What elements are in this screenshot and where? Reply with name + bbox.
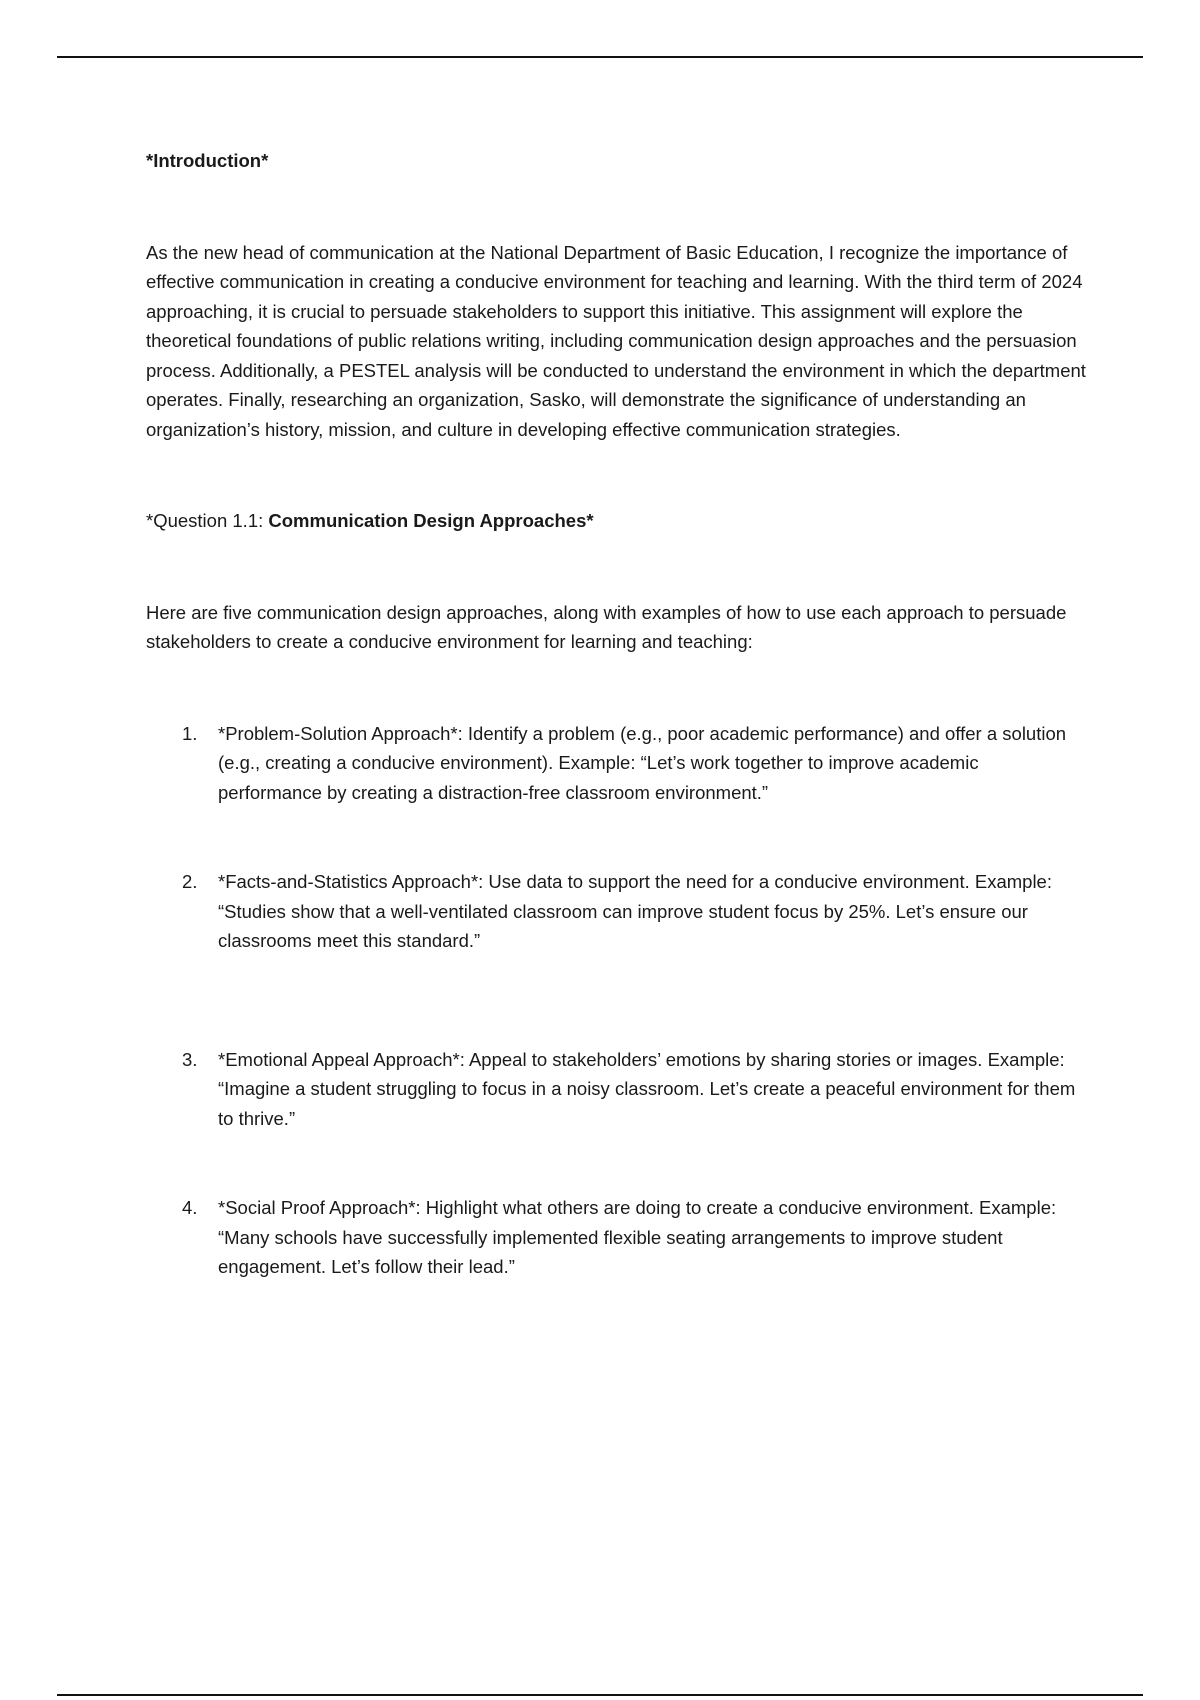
list-item-number: 4. [182,1197,198,1218]
list-item-number: 2. [182,871,198,892]
list-item-number: 1. [182,722,198,744]
list-item [146,867,1086,956]
intro-heading: *Introduction* [146,150,269,171]
approaches-list [146,719,1086,1282]
list-item-text: *Problem-Solution Approach*: Identify a problem (e.g., poor academic performance) and offer a solution (e.g., creating a conducive environment). Example: “Let’s work together to improve academic performance by creating a distraction-free classroom environment.” [218,722,1067,803]
question-lead-paragraph: Here are five communication design approaches, along with examples of how to use each approach to persuade stakeholders to create a conducive environment for learning and teaching: [146,601,1067,652]
list-item [146,1193,1086,1282]
footer-rule [57,1694,1143,1696]
document-body [146,146,1086,1282]
list-item [146,719,1086,808]
list-item-text: *Facts-and-Statistics Approach*: Use data to support the need for a conducive environment. Example: “Studies show that a well-ventilated classroom can improve student focus by 25%. Let’s ensure our classrooms meet this standard.” [218,871,1052,951]
list-item-number: 3. [182,1048,198,1070]
list-item [146,1045,1086,1134]
header-rule [57,56,1143,58]
question-title: Communication Design Approaches* [268,510,594,531]
list-item-text: *Social Proof Approach*: Highlight what others are doing to create a conducive environment. Example: “Many schools have successfully implemented flexible seating arrangements to improve student engagement. Let’s follow their lead.” [218,1197,1057,1277]
question-prefix: *Question 1.1: [146,510,269,531]
list-item-text: *Emotional Appeal Approach*: Appeal to stakeholders’ emotions by sharing stories or images. Example: “Imagine a student struggling to focus in a noisy classroom. Let’s create a peaceful environment for them to thrive.” [218,1048,1076,1129]
question-heading [146,506,1086,536]
intro-paragraph: As the new head of communication at the National Department of Basic Education, I recognize the importance of effective communication in creating a conducive environment for teaching and learning. With the third term of 2024 approaching, it is crucial to persuade stakeholders to support this initiative. This assignment will explore the theoretical foundations of public relations writing, including communication design approaches and the persuasion process. Additionally, a PESTEL analysis will be conducted to understand the environment in which the department operates. Finally, researching an organization, Sasko, will demonstrate the significance of understanding an organization’s history, mission, and culture in developing effective communication strategies. [146,241,1086,440]
